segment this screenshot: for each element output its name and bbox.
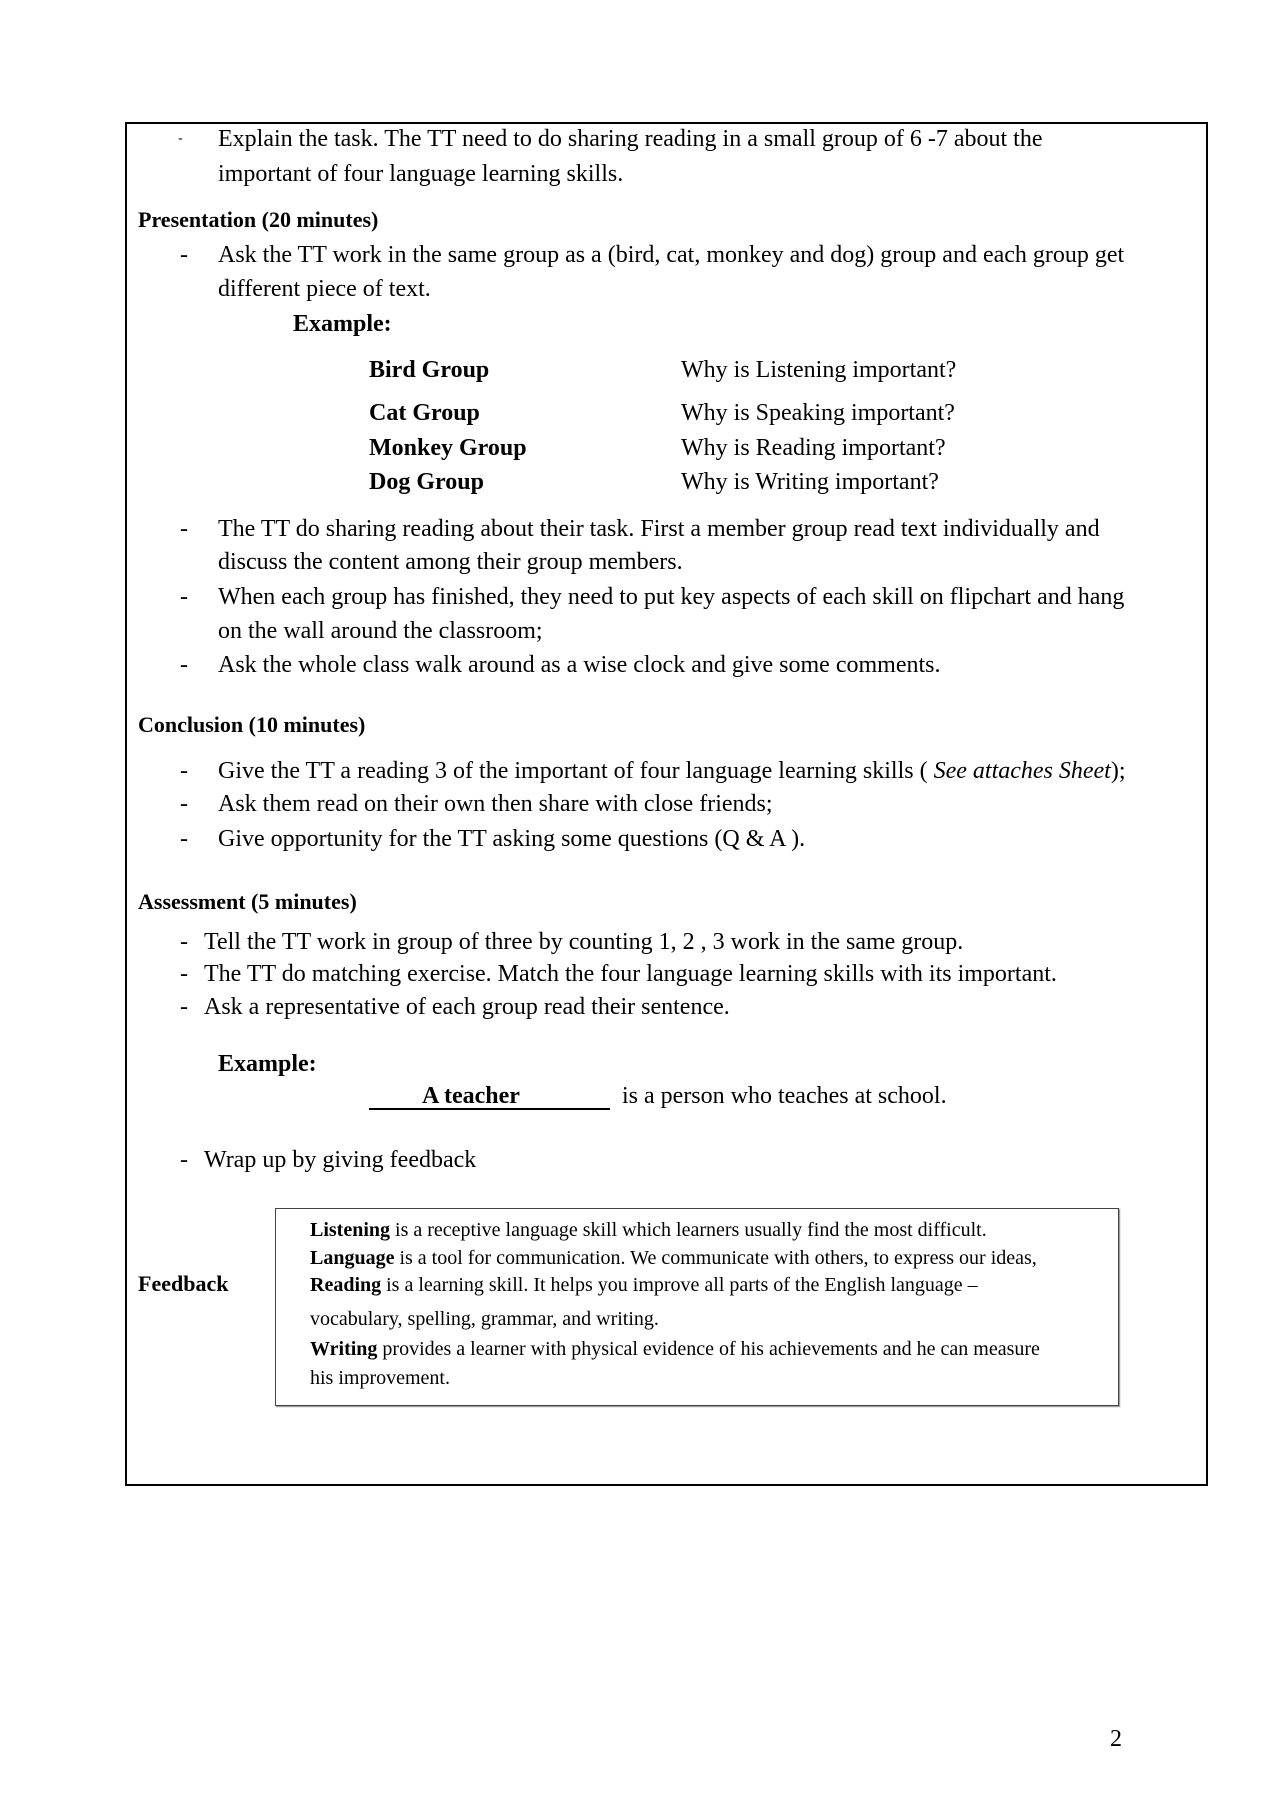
feedback-line xyxy=(310,1246,1037,1270)
list-item-text: Tell the TT work in group of three by counting 1, 2 , 3 work in the same group. xyxy=(204,929,964,955)
list-item-text: Ask a representative of each group read their sentence. xyxy=(204,994,730,1020)
list-item-text: discuss the content among their group members. xyxy=(218,549,683,575)
list-item-text xyxy=(218,757,1126,785)
group-name: Cat Group xyxy=(369,400,480,426)
feedback-line xyxy=(310,1273,978,1297)
bullet: - xyxy=(180,652,188,678)
list-item-text: The TT do sharing reading about their task. First a member group read text individually and xyxy=(218,516,1100,542)
bullet: - xyxy=(180,242,188,268)
section-heading-conclusion: Conclusion (10 minutes) xyxy=(138,712,366,737)
group-name: Bird Group xyxy=(369,357,490,383)
skill-name: Writing xyxy=(310,1338,378,1360)
bullet: - xyxy=(180,758,188,784)
section-heading-presentation: Presentation (20 minutes) xyxy=(138,207,379,232)
feedback-line xyxy=(310,1366,450,1390)
group-question: Why is Speaking important? xyxy=(681,400,955,426)
list-item-text: different piece of text. xyxy=(218,276,431,302)
example-label: Example: xyxy=(293,311,392,337)
text: his improvement. xyxy=(310,1367,450,1389)
bullet: - xyxy=(180,584,188,610)
intro-line: important of four language learning skills. xyxy=(218,161,624,187)
text: is a learning skill. It helps you improve all parts of the English language – xyxy=(381,1274,978,1296)
text: is a receptive language skill which learners usually find the most difficult. xyxy=(390,1219,987,1241)
answer-underline xyxy=(369,1108,610,1110)
feedback-label: Feedback xyxy=(138,1271,229,1296)
bullet: - xyxy=(180,994,188,1020)
list-item-text: Ask the TT work in the same group as a (bird, cat, monkey and dog) group and each group get xyxy=(218,242,1125,268)
bullet: - xyxy=(180,961,188,987)
bullet: - xyxy=(180,929,188,955)
group-question: Why is Reading important? xyxy=(681,435,946,461)
bullet: - xyxy=(180,516,188,542)
example-label: Example: xyxy=(218,1051,317,1077)
skill-name: Listening xyxy=(310,1219,391,1241)
example-sentence: is a person who teaches at school. xyxy=(622,1083,947,1109)
group-question: Why is Listening important? xyxy=(681,357,957,383)
list-item-text: Give opportunity for the TT asking some questions (Q & A ). xyxy=(218,826,806,852)
bullet: - xyxy=(178,131,183,146)
page-number: 2 xyxy=(1110,1726,1122,1752)
skill-name: Language xyxy=(310,1247,395,1269)
list-item-text: Wrap up by giving feedback xyxy=(204,1147,477,1173)
group-name: Dog Group xyxy=(369,469,484,495)
text: Give the TT a reading 3 of the important of four language learning skills ( xyxy=(218,758,934,784)
text: provides a learner with physical evidence of his achievements and he can measure xyxy=(377,1338,1040,1360)
section-heading-assessment: Assessment (5 minutes) xyxy=(138,889,357,914)
text: vocabulary, spelling, grammar, and writing. xyxy=(310,1308,659,1330)
group-question: Why is Writing important? xyxy=(681,469,939,495)
bullet: - xyxy=(180,1147,188,1173)
feedback-line xyxy=(310,1337,1040,1361)
feedback-line xyxy=(310,1307,659,1331)
text: is a tool for communication. We communicate with others, to express our ideas, xyxy=(394,1247,1037,1269)
feedback-line xyxy=(310,1218,987,1242)
intro-line: Explain the task. The TT need to do sharing reading in a small group of 6 -7 about the xyxy=(218,126,1043,152)
list-item-text: The TT do matching exercise. Match the four language learning skills with its important. xyxy=(204,961,1057,987)
list-item-text: on the wall around the classroom; xyxy=(218,618,543,644)
bullet: - xyxy=(180,791,188,817)
group-name: Monkey Group xyxy=(369,435,527,461)
bullet: - xyxy=(180,826,188,852)
skill-name: Reading xyxy=(310,1274,382,1296)
list-item-text: Ask them read on their own then share with close friends; xyxy=(218,791,773,817)
example-answer: A teacher xyxy=(422,1083,520,1109)
text: ); xyxy=(1110,758,1126,784)
list-item-text: When each group has finished, they need to put key aspects of each skill on flipchart and hang xyxy=(218,584,1125,610)
attached-sheet-reference: See attaches Sheet xyxy=(933,758,1111,784)
list-item-text: Ask the whole class walk around as a wise clock and give some comments. xyxy=(218,652,941,678)
